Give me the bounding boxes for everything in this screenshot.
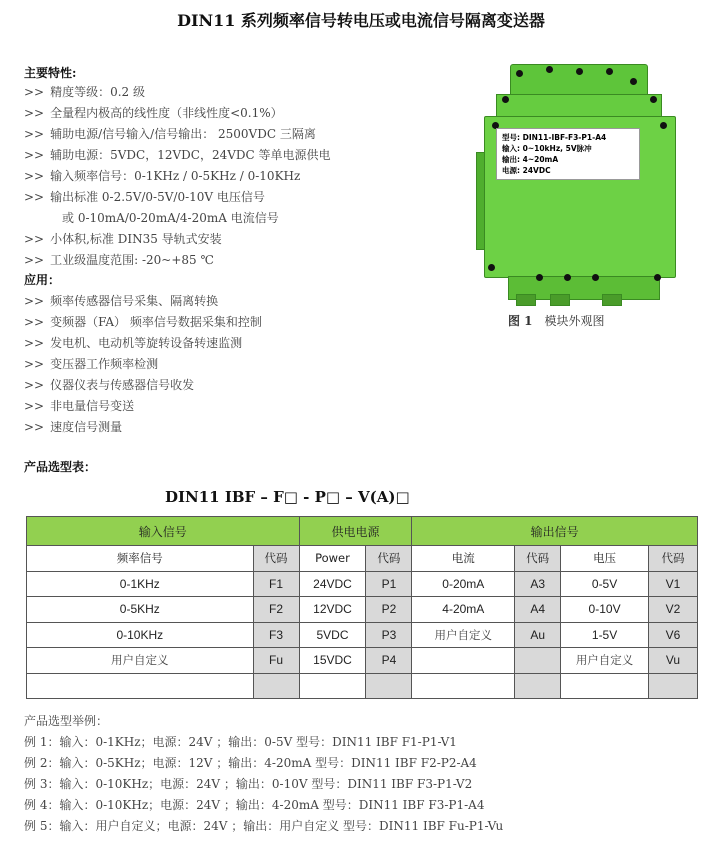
examples-heading: 产品选型举例： [24, 714, 109, 728]
bullet-arrow: >> [24, 357, 45, 371]
table-cell: P1 [366, 571, 412, 597]
terminal-screw-icon [576, 68, 583, 75]
table-row [27, 648, 698, 674]
table-cell: F1 [253, 571, 299, 597]
bullet-arrow: >> [24, 232, 45, 246]
selection-table [26, 516, 698, 699]
table-cell: V6 [649, 622, 698, 648]
table-cell: 0-5KHz [27, 597, 254, 623]
terminal-screw-icon [650, 96, 657, 103]
table-cell [27, 673, 254, 699]
model-formula: DIN11 IBF – F□ - P□ – V(A)□ [165, 488, 410, 506]
module-foot [516, 294, 536, 306]
module-foot [550, 294, 570, 306]
table-cell: 用户自定义 [27, 648, 254, 674]
terminal-screw-icon [488, 264, 495, 271]
table-cell: 15VDC [299, 648, 366, 674]
feature-continuation: 或 0-10mA/0-20mA/4-20mA 电流信号 [62, 211, 279, 225]
bullet-arrow: >> [24, 315, 45, 329]
table-row [27, 571, 698, 597]
table-cell: 0-10KHz [27, 622, 254, 648]
table-cell: 5VDC [299, 622, 366, 648]
example-line: 例 4：输入：0-10KHz；电源：24V ；输出：4-20mA 型号：DIN11 IBF F3-P1-A4 [24, 798, 485, 812]
terminal-screw-icon [516, 70, 523, 77]
bullet-arrow: >> [24, 85, 45, 99]
figure-text: 模块外观图 [544, 314, 605, 328]
table-cell: V2 [649, 597, 698, 623]
sub-header: 电压 [561, 546, 649, 572]
applications-heading: 应用： [24, 273, 61, 287]
application-item: >> 频率传感器信号采集、隔离转换 [24, 294, 219, 308]
table-cell: 24VDC [299, 571, 366, 597]
terminal-screw-icon [546, 66, 553, 73]
table-cell: 0-5V [561, 571, 649, 597]
table-cell [649, 673, 698, 699]
features-heading: 主要特性: [24, 66, 77, 80]
table-cell: 0-1KHz [27, 571, 254, 597]
sub-header: 代码 [366, 546, 412, 572]
terminal-screw-icon [564, 274, 571, 281]
terminal-screw-icon [654, 274, 661, 281]
table-row [27, 622, 698, 648]
table-cell: 1-5V [561, 622, 649, 648]
application-item: >> 变频器（FA） 频率信号数据采集和控制 [24, 315, 262, 329]
table-cell: 0-10V [561, 597, 649, 623]
example-line: 例 2：输入：0-5KHz；电源：12V ；输出：4-20mA 型号：DIN11 IBF F2-P2-A4 [24, 756, 477, 770]
table-cell [515, 673, 561, 699]
page-title: DIN11 系列频率信号转电压或电流信号隔离变送器 [177, 11, 545, 30]
table-cell: Fu [253, 648, 299, 674]
bullet-arrow: >> [24, 294, 45, 308]
table-cell: V1 [649, 571, 698, 597]
application-item: >> 非电量信号变送 [24, 399, 135, 413]
table-cell: A3 [515, 571, 561, 597]
table-cell: 用户自定义 [561, 648, 649, 674]
feature-item: >> 辅助电源：5VDC，12VDC，24VDC 等单电源供电 [24, 148, 331, 162]
table-cell: 12VDC [299, 597, 366, 623]
table-cell [515, 648, 561, 674]
feature-item: >> 小体积,标准 DIN35 导轨式安装 [24, 232, 222, 246]
bullet-arrow: >> [24, 378, 45, 392]
table-cell [253, 673, 299, 699]
bullet-arrow: >> [24, 190, 45, 204]
table-cell: 0-20mA [412, 571, 515, 597]
table-sub-header-row [27, 546, 698, 572]
table-row [27, 597, 698, 623]
terminal-screw-icon [660, 122, 667, 129]
feature-item: >> 辅助电源/信号输入/信号输出： 2500VDC 三隔离 [24, 127, 316, 141]
module-label: 型号: DIN11-IBF-F3-P1-A4 输入: 0~10kHz, 5V脉冲 输出: 4~20mA 电源: 24VDC [496, 128, 640, 180]
bullet-arrow: >> [24, 336, 45, 350]
terminal-screw-icon [592, 274, 599, 281]
sub-header: Power [299, 546, 366, 572]
bullet-arrow: >> [24, 253, 45, 267]
bullet-arrow: >> [24, 148, 45, 162]
sub-header: 代码 [515, 546, 561, 572]
table-cell: Au [515, 622, 561, 648]
sub-header: 代码 [649, 546, 698, 572]
example-line: 例 3：输入：0-10KHz；电源：24V ；输出：0-10V 型号：DIN11 IBF F3-P1-V2 [24, 777, 473, 791]
table-cell: P2 [366, 597, 412, 623]
application-item: >> 仪器仪表与传感器信号收发 [24, 378, 195, 392]
feature-item: >> 输入频率信号：0-1KHz / 0-5KHz / 0-10KHz [24, 169, 301, 183]
table-cell: F2 [253, 597, 299, 623]
header-input: 输入信号 [27, 517, 300, 546]
table-cell [561, 673, 649, 699]
terminal-screw-icon [536, 274, 543, 281]
figure-caption [508, 312, 605, 329]
bullet-arrow: >> [24, 399, 45, 413]
terminal-screw-icon [630, 78, 637, 85]
sub-header: 代码 [253, 546, 299, 572]
table-cell [412, 648, 515, 674]
table-cell [412, 673, 515, 699]
table-group-header-row [27, 517, 698, 546]
header-output: 输出信号 [412, 517, 698, 546]
bullet-arrow: >> [24, 420, 45, 434]
table-cell: P3 [366, 622, 412, 648]
example-line: 例 5：输入：用户自定义；电源：24V ；输出：用户自定义 型号：DIN11 IBF Fu-P1-Vu [24, 819, 504, 833]
header-power: 供电电源 [299, 517, 412, 546]
module-foot [602, 294, 622, 306]
sub-header: 电流 [412, 546, 515, 572]
table-cell [299, 673, 366, 699]
feature-item: >> 工业级温度范围: -20~+85 ℃ [24, 253, 214, 267]
bullet-arrow: >> [24, 106, 45, 120]
table-cell [366, 673, 412, 699]
selection-heading: 产品选型表： [24, 460, 97, 474]
feature-item: >> 全量程内极高的线性度（非线性度<0.1%） [24, 106, 283, 120]
sub-header: 频率信号 [27, 546, 254, 572]
bullet-arrow: >> [24, 127, 45, 141]
table-cell: Vu [649, 648, 698, 674]
table-cell: 4-20mA [412, 597, 515, 623]
bullet-arrow: >> [24, 169, 45, 183]
application-item: >> 变压器工作频率检测 [24, 357, 159, 371]
application-item: >> 速度信号测量 [24, 420, 123, 434]
figure-number: 图 1 [508, 314, 533, 328]
application-item: >> 发电机、电动机等旋转设备转速监测 [24, 336, 243, 350]
terminal-screw-icon [502, 96, 509, 103]
terminal-screw-icon [606, 68, 613, 75]
table-row [27, 673, 698, 699]
example-line: 例 1：输入：0-1KHz；电源：24V ；输出：0-5V 型号：DIN11 IBF F1-P1-V1 [24, 735, 457, 749]
table-cell: 用户自定义 [412, 622, 515, 648]
table-cell: A4 [515, 597, 561, 623]
table-cell: F3 [253, 622, 299, 648]
feature-item: >> 精度等级：0.2 级 [24, 85, 146, 99]
feature-item: >> 输出标准 0-2.5V/0-5V/0-10V 电压信号 [24, 190, 265, 204]
table-cell: P4 [366, 648, 412, 674]
module-photo [468, 56, 678, 306]
